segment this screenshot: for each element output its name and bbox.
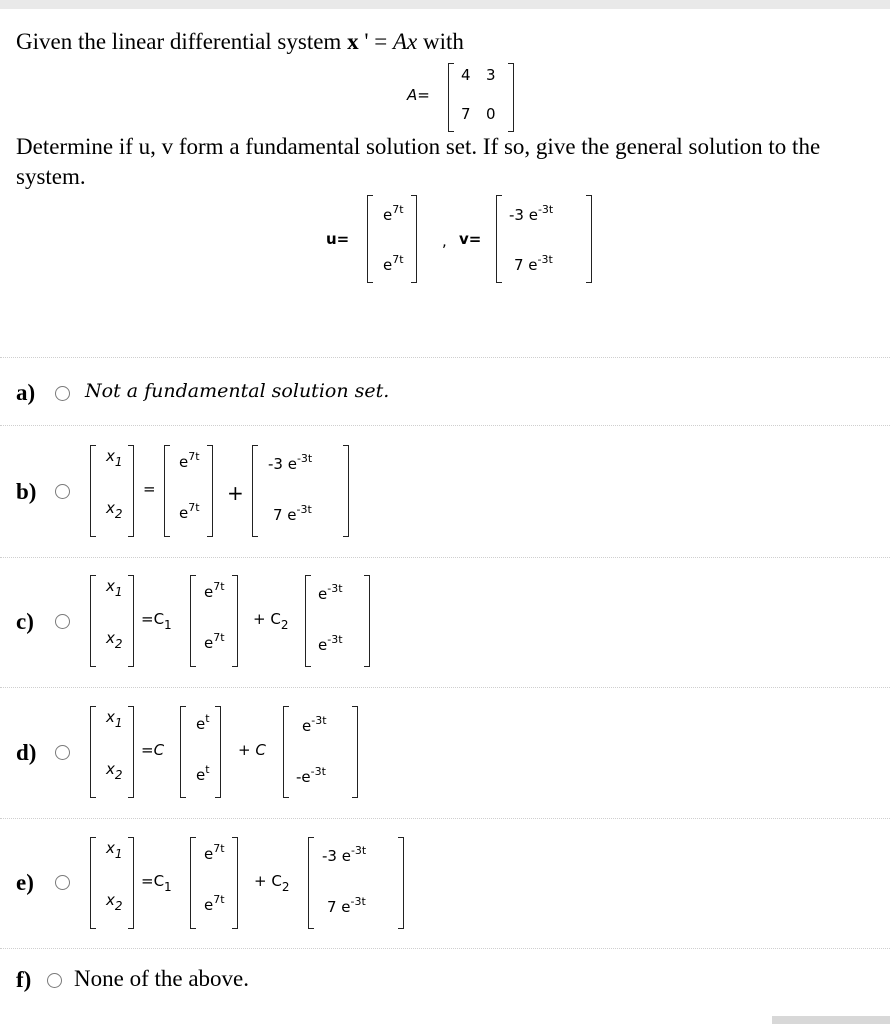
u-right-bracket bbox=[411, 195, 417, 283]
bracket bbox=[180, 706, 186, 798]
matrix-a-label: A= bbox=[407, 86, 430, 104]
comma: , bbox=[442, 232, 447, 250]
matrix-a-right-bracket bbox=[508, 63, 514, 132]
bracket bbox=[352, 706, 358, 798]
separator bbox=[0, 425, 890, 426]
bracket bbox=[90, 837, 96, 929]
matrix-a-cell: 4 bbox=[461, 66, 471, 84]
et: $e^t$ bbox=[196, 712, 210, 733]
option-a-radio[interactable] bbox=[55, 386, 70, 401]
em3t: $e^{-3t}$ bbox=[318, 582, 343, 603]
e7t: $e^{7t}$ bbox=[204, 580, 225, 601]
e7t: $e^{7t}$ bbox=[179, 450, 200, 471]
bracket bbox=[128, 445, 134, 537]
option-f-radio[interactable] bbox=[47, 973, 62, 988]
m3e: -3 $e^{-3t}$ bbox=[268, 452, 313, 473]
separator bbox=[0, 687, 890, 688]
question-line-1: Given the linear differential system x ' = Ax with bbox=[16, 29, 464, 54]
option-f-text: None of the above. bbox=[74, 966, 249, 991]
em3t: $e^{-3t}$ bbox=[302, 714, 327, 735]
c2: + $C_2$ bbox=[253, 610, 289, 632]
option-d-radio[interactable] bbox=[55, 745, 70, 760]
bracket bbox=[164, 445, 170, 537]
p7e: 7 $e^{-3t}$ bbox=[273, 503, 312, 524]
bracket bbox=[232, 837, 238, 929]
m3e: -3 $e^{-3t}$ bbox=[322, 844, 367, 865]
em3t: $e^{-3t}$ bbox=[318, 633, 343, 654]
bracket bbox=[207, 445, 213, 537]
x2: $x_2$ bbox=[106, 891, 123, 913]
separator bbox=[0, 557, 890, 558]
matrix-a-cell: 3 bbox=[486, 66, 496, 84]
option-e-radio[interactable] bbox=[55, 875, 70, 890]
bracket bbox=[308, 837, 314, 929]
option-f-letter: f) bbox=[16, 967, 32, 992]
bracket bbox=[283, 706, 289, 798]
bottom-scroll-area bbox=[772, 1016, 890, 1024]
bracket bbox=[90, 445, 96, 537]
et: $e^t$ bbox=[196, 763, 210, 784]
option-d-letter: d) bbox=[16, 740, 37, 765]
c1: $=C_1$ bbox=[141, 872, 172, 894]
u-entry-2: $e^{7t}$ bbox=[383, 253, 404, 274]
e7t: $e^{7t}$ bbox=[204, 893, 225, 914]
bracket bbox=[190, 575, 196, 667]
equals: = bbox=[143, 480, 156, 498]
separator bbox=[0, 818, 890, 819]
matrix-a-cell: 7 bbox=[461, 105, 471, 123]
plus: + bbox=[227, 481, 244, 505]
option-a-letter: a) bbox=[16, 380, 36, 405]
c2: + $C_2$ bbox=[254, 872, 290, 894]
x1: $x_1$ bbox=[106, 839, 123, 861]
v-entry-1: -3 $e^{-3t}$ bbox=[509, 203, 554, 224]
bracket bbox=[128, 837, 134, 929]
bracket bbox=[128, 575, 134, 667]
v-entry-2: 7 $e^{-3t}$ bbox=[514, 253, 553, 274]
option-a-text: Not a fundamental solution set. bbox=[85, 380, 390, 402]
x2: $x_2$ bbox=[106, 629, 123, 651]
neg-em3t: $-e^{-3t}$ bbox=[296, 765, 326, 786]
e7t: $e^{7t}$ bbox=[179, 501, 200, 522]
x1: $x_1$ bbox=[106, 708, 123, 730]
bracket bbox=[252, 445, 258, 537]
question-line-2: Determine if u, v form a fundamental solution set. If so, give the general solution to the bbox=[16, 134, 821, 159]
e7t: $e^{7t}$ bbox=[204, 631, 225, 652]
option-b-letter: b) bbox=[16, 479, 37, 504]
x1: $x_1$ bbox=[106, 577, 123, 599]
bracket bbox=[128, 706, 134, 798]
u-label: u= bbox=[326, 230, 350, 248]
bracket bbox=[232, 575, 238, 667]
top-bar bbox=[0, 0, 890, 9]
c1: $=C_1$ bbox=[141, 610, 172, 632]
separator bbox=[0, 357, 890, 358]
bracket bbox=[398, 837, 404, 929]
bracket bbox=[90, 575, 96, 667]
option-e-letter: e) bbox=[16, 870, 34, 895]
question-line-3: system. bbox=[16, 164, 86, 189]
u-left-bracket bbox=[367, 195, 373, 283]
bracket bbox=[305, 575, 311, 667]
x2: $x_2$ bbox=[106, 499, 123, 521]
bracket bbox=[343, 445, 349, 537]
v-right-bracket bbox=[586, 195, 592, 283]
bracket bbox=[364, 575, 370, 667]
p7e: 7 $e^{-3t}$ bbox=[327, 895, 366, 916]
u-entry-1: $e^{7t}$ bbox=[383, 203, 404, 224]
x2: $x_2$ bbox=[106, 760, 123, 782]
bracket bbox=[190, 837, 196, 929]
c: + C bbox=[238, 741, 266, 759]
bracket bbox=[90, 706, 96, 798]
separator bbox=[0, 948, 890, 949]
x1: $x_1$ bbox=[106, 447, 123, 469]
option-c-radio[interactable] bbox=[55, 614, 70, 629]
c: =C bbox=[141, 741, 165, 759]
v-label: v= bbox=[459, 230, 482, 248]
option-b-radio[interactable] bbox=[55, 484, 70, 499]
matrix-a-left-bracket bbox=[448, 63, 454, 132]
option-c-letter: c) bbox=[16, 609, 34, 634]
bracket bbox=[215, 706, 221, 798]
v-left-bracket bbox=[496, 195, 502, 283]
e7t: $e^{7t}$ bbox=[204, 842, 225, 863]
matrix-a-cell: 0 bbox=[486, 105, 496, 123]
